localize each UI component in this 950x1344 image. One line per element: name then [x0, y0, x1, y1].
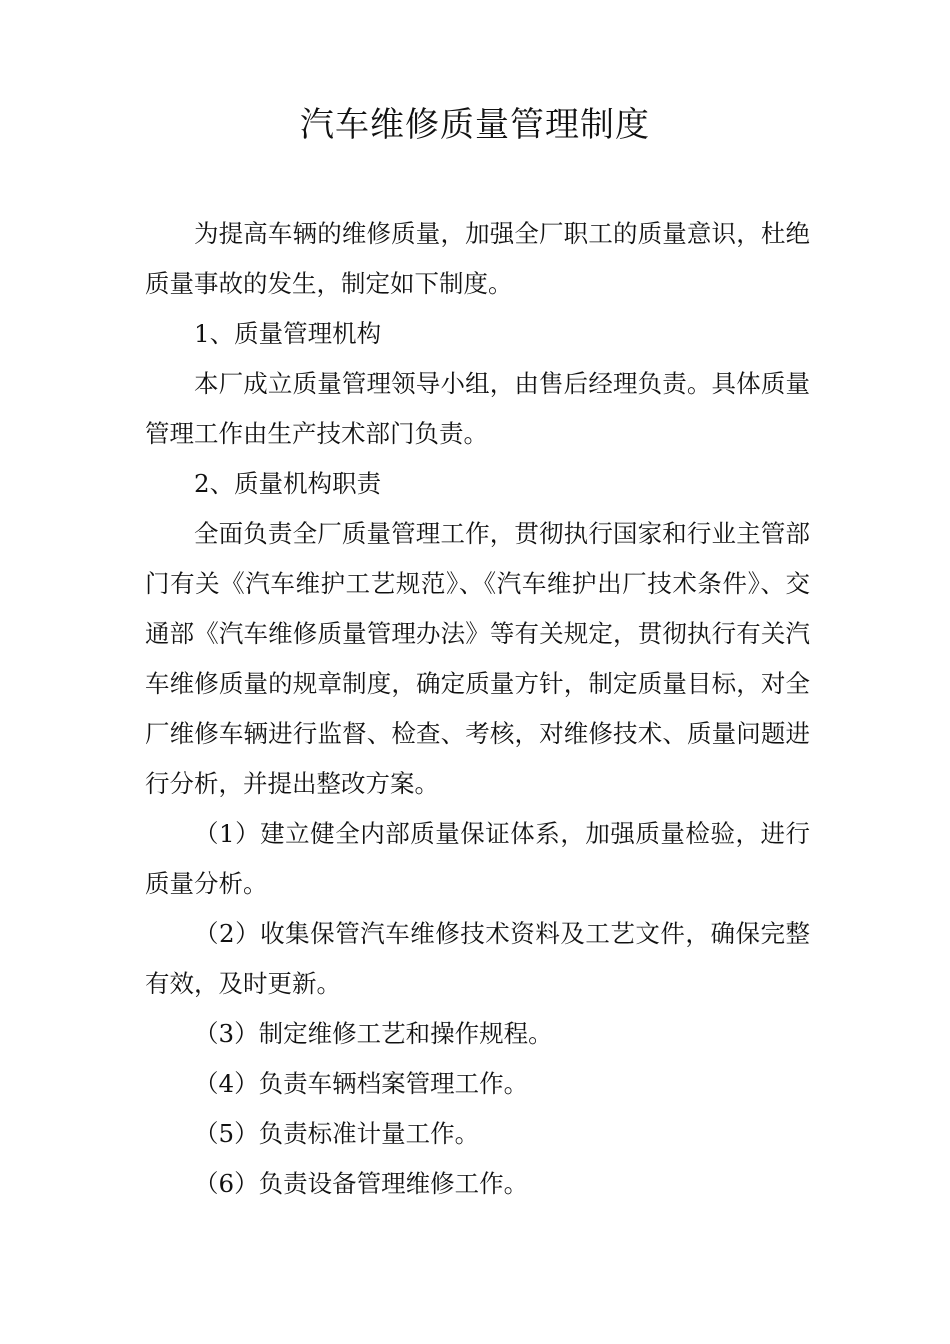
paragraph-org: 本厂成立质量管理领导小组，由售后经理负责。具体质量管理工作由生产技术部门负责。: [145, 369, 810, 448]
paragraph-duties: 全面负责全厂质量管理工作，贯彻执行国家和行业主管部门有关《汽车维护工艺规范》、《汽车维护出厂技术条件》、交通部《汽车维修质量管理办法》等有关规定，贯彻执行有关汽车维修质量的规章制度，确定质量方针，制定质量目标，对全厂维修车辆进行监督、检查、考核，对维修技术、质量问题进行分析，并提出整改方案。: [145, 519, 810, 798]
section-heading-2: 2、质量机构职责: [194, 469, 382, 498]
list-item-5: （5）负责标准计量工作。: [194, 1119, 480, 1148]
document-body: [145, 209, 810, 1209]
list-item-3: （3）制定维修工艺和操作规程。: [194, 1019, 553, 1048]
section-heading-1: 1、质量管理机构: [194, 319, 382, 348]
list-item-6: （6）负责设备管理维修工作。: [194, 1169, 529, 1198]
list-item-4: （4）负责车辆档案管理工作。: [194, 1069, 529, 1098]
list-item-1: （1）建立健全内部质量保证体系，加强质量检验，进行质量分析。: [145, 819, 810, 898]
list-item-2: （2）收集保管汽车维修技术资料及工艺文件，确保完整有效，及时更新。: [145, 919, 810, 998]
paragraph-intro: 为提高车辆的维修质量，加强全厂职工的质量意识，杜绝质量事故的发生，制定如下制度。: [145, 219, 810, 298]
document-title: 汽车维修质量管理制度: [300, 105, 650, 145]
